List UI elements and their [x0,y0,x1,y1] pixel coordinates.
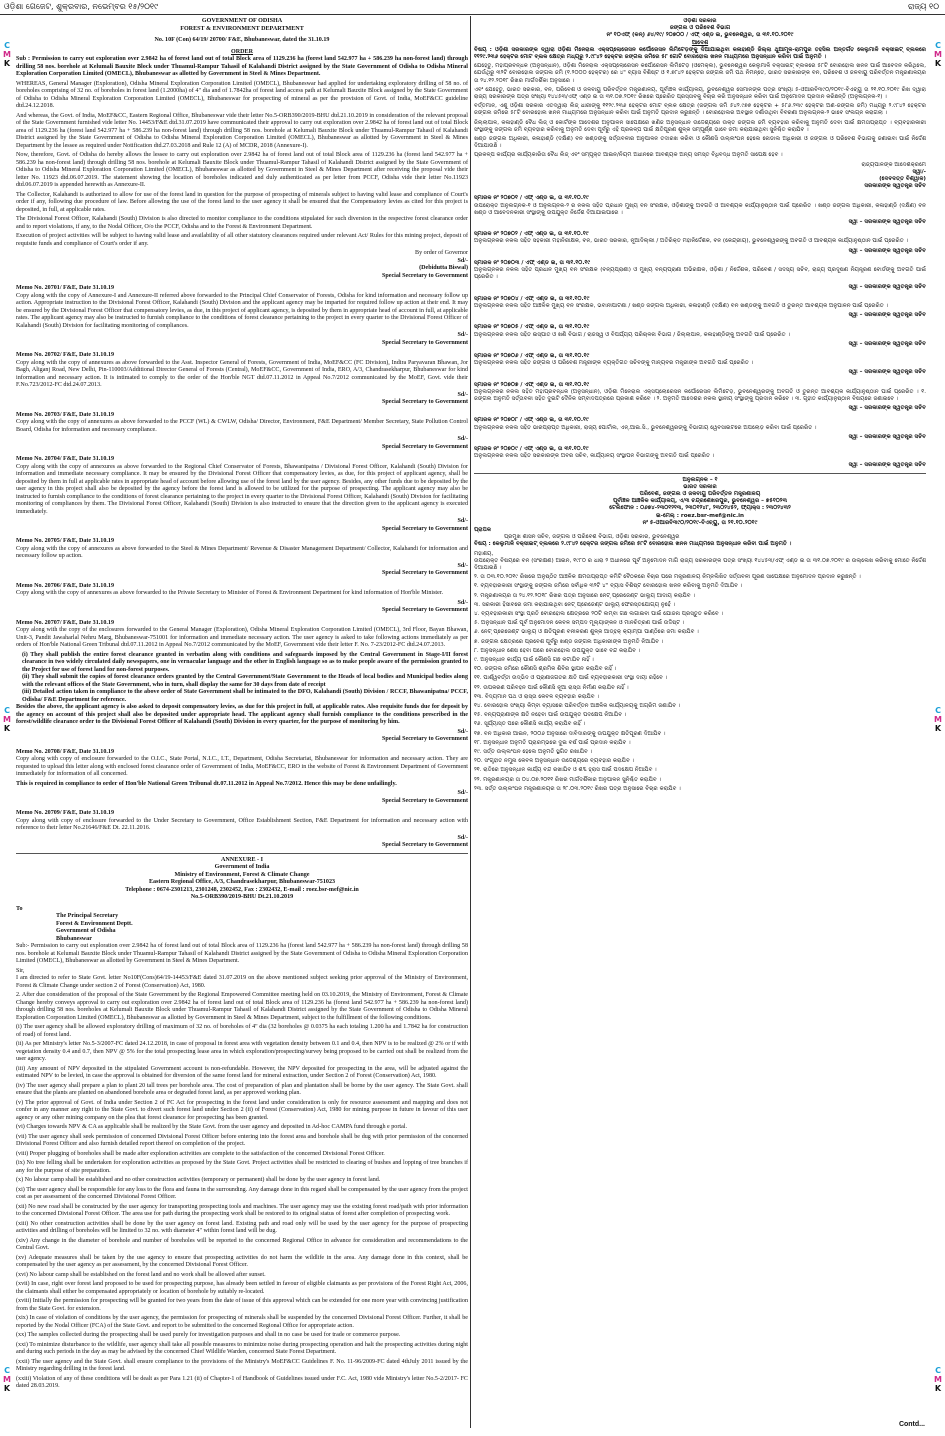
order-number: No. 10F (Con) 64/19/ 20700/ F&E, Bhubaneswar, dated the 31.10.19 [154,37,330,43]
memo-paragraph-odia: ଅନୁଲଗ୍ନକର ନକଲ ସହିତ ସହକାରୀ ମହାନିରୀକ୍ଷକ, ବନ, ଭାରତ ସରକାର, ନୂଆଦିଲ୍ଲୀ / ଅତିରିକ୍ତ ମହାନିର୍ଦ୍ଦେଶକ, ବନ (କେନ୍ଦ୍ରୀୟ), ଭୁବନେଶ୍ୱରଙ୍କୁ ଅବଗତି ଓ ଆବଶ୍ୟକ କାର୍ଯ୍ୟାନୁଷ୍ଠାନ ପାଇଁ ପ୍ରେରିତ । [474,238,909,245]
signer-designation: Special Secretary to Government [381,525,468,532]
memo-paragraph: Copy along with copy of enclosure forwarded to the O.I.C., State Portal, N.I.C., I.T., Department, Odisha Secretariat, Bhubaneswar for information and necessary action. They are requested to upload this letter along with enclosed forest clearance order of Government of India, MoEF&CC, ERO in the website of Forest & Environment Department of Government immediately for information of all concerned. [16,756,468,777]
signer-name: (Debidutta Biswal) [419,265,468,271]
english-column [16,18,468,1428]
condition-item: (iv) The user agency shall prepare a plan to plant 20 tall trees per borehole area. The cost of preparation of plan and plantation shall be borne by the user agency. The State Govt. shall ensure that the plants are planted on abandoned borehole area or degraded forest land, as per approved working plan. [16,1082,468,1096]
condition-item-odia: ୨୧. ରାତିରେ ଅନୁସନ୍ଧାନ କାର୍ଯ୍ୟ ବନ୍ଦ ରଖାଯିବ ଓ ଶବ୍ଦ ହ୍ରାସ ପାଇଁ ପଦକ୍ଷେପ ନିଆଯିବ । [474,767,657,774]
condition-item-odia: ୧୦. ଜଙ୍ଗଲ ଜମିରେ କୌଣସି ଶ୍ରମିକ ଶିବିର ସ୍ଥାପନ କରାଯିବ ନାହିଁ । [474,666,617,673]
signer-designation: Special Secretary to Government [381,842,468,848]
condition-item: (xvi) No labour camp shall be established on the forest land and no work shall be allowed after sunset. [16,1271,266,1278]
conditions-list-odia [474,583,926,793]
condition-item: (xxi) To minimize disturbance to the wildlife, user agency shall take all possible measures to minimize noise during prospecting operation and halt the prospecting activities during night and during such periods in the day as may be advised by the concerned Chief Wildlife Warden, concerned State Forest Department. [16,1341,468,1355]
condition-item-odia: ୨୨. ମନ୍ତ୍ରଣାଳୟର ତା ୦୪.୦୭.୨୦୧୧ ରିଖର ମାର୍ଗଦର୍ଶିକାର ଅନୁପାଳନ ସୁନିଶ୍ଚିତ କରାଯିବ । [474,776,661,783]
annexure-ministry-odia: ପରିବେଶ, ଜଙ୍ଗଲ ଓ ଜଳବାୟୁ ପରିବର୍ତ୍ତନ ମନ୍ତ୍ରଣାଳୟ [639,490,761,497]
gazette-page-number: ରାଜ୍ୟ ୧୦ [908,2,939,11]
annexure-subject: Sub:- Permission to carry out exploration over 2.9842 ha of forest land out of total Block area of 1129.236 ha (forest land 542.977 ha + 586.239 ha non-forest land) through drilling 58 nos. borehole at Kelumali Bauxite Block under Thuamul-Rampur Tahasil of Kalahandi District assigned by the State Government of Odisha to Odisha Mineral Exploration Corporation Limited (OMECL), Bhubaneswar as allotted by Government in Steel & Mines Department. [16,943,468,964]
annexure-ministry: Ministry of Environment, Forest & Climate Change [174,871,310,878]
condition-item: (iii) Any amount of NPV deposited in the stipulated Government account is non-refundable. However, the NPV deposited for prospecting in the area, will be adjusted against the estimated NPV to be levied, in case the approval is obtained for diversion of the same forest land for mineral extraction, under Section 2 of Forest (Conservation) Act, 1980. [16,1065,468,1079]
condition-item-odia: ୧୬. ସୂର୍ଯ୍ୟାସ୍ତ ପରେ କୌଣସି କାର୍ଯ୍ୟ କରାଯିବ ନାହିଁ । [474,721,586,728]
annexure-email-odia: ଇ-ମେଲ୍ : roez.bsr-mef@nic.in [655,512,745,519]
memo-title: Memo No. 20707/ F&E, Date 31.10.19 [16,619,114,626]
memo-signature-odia: ସ୍ୱା – ସରକାରଙ୍କ ସ୍ୱତନ୍ତ୍ର ସଚିବ [848,312,926,319]
color-registration-mark: C M K [934,1366,942,1393]
memo-paragraph-odia: ଅନୁଲଗ୍ନକର ନକଲ ସହିତ ଇସ୍ପାତ ଓ ଖଣି ବିଭାଗ / ରାଜସ୍ୱ ଓ ବିପର୍ଯ୍ୟୟ ପରିଚାଳନା ବିଭାଗ / ଜିଲ୍ଲାପାଳ, କଳାହାଣ୍ଡିଙ୍କୁ ଅବଗତି ପାଇଁ ପ୍ରେରିତ । [474,331,790,338]
annexure-telephone: Telephone : 0674-2301213, 2301248, 2302452, Fax : 2302432, E-mail : roez.bsr-mef@nic.in [125,886,359,893]
memo-paragraph-odia: ଅନୁଲଗ୍ନକର ନକଲ ସହିତ ଭାରପ୍ରାପ୍ତ ଅଧିକାରୀ, ରାଜ୍ୟ ପୋର୍ଟାଲ, ଏନ୍.ଆଇ.ସି., ଭୁବନେଶ୍ୱରଙ୍କୁ ବିଭାଗୀୟ ୱେବସାଇଟରେ ଅପଲୋଡ଼ କରିବା ପାଇଁ ପ୍ରେରିତ । [474,424,817,431]
annexure-office: Eastern Regional Office, A/3, Chandrasekharpur, Bhubaneswar-751023 [148,879,336,885]
memo-title: Memo No. 20701/ F&E, Date 31.10.19 [16,285,114,291]
order-paragraph-odia: ବର୍ତ୍ତମାନ, ଏଣୁ ଓଡ଼ିଶା ସରକାର ଏତଦ୍ୱାରା ଲିଜ୍ ଧାରୀଙ୍କୁ ୧୧୨୯.୨୩୬ ହେକ୍ଟର ମୋଟ ବ୍ଲକ କ୍ଷେତ୍ର (ଜଙ୍ଗଲ ଜମି ୫୪୨.୯୭୭ ହେକ୍ଟର + ୫୮୬.୨୩୯ ହେକ୍ଟର ଅଣ-ଜଙ୍ଗଲ ଜମି) ମଧ୍ୟରୁ ୨.୯୮୪୨ ହେକ୍ଟର ଜଙ୍ଗଲ ଜମିରେ ୫୮ଟି ବୋରହୋଲ ଖନନ ମାଧ୍ୟମରେ ଅନୁସନ୍ଧାନ କରିବା ପାଇଁ ଅନୁମତି ପ୍ରଦାନ କରୁଛନ୍ତି । ବୋରହୋଲର ଅବସ୍ଥାନ ଦର୍ଶାଉଥିବା ବିବରଣୀ ଅନୁଲଗ୍ନକ-୨ ଭାବେ ସଂଲଗ୍ନ କରାଗଲା । [474,103,926,117]
condition-item-odia: ୨. ମନ୍ତ୍ରଣାଳୟର ତା ୨୪.୧୨.୨୦୧୮ ରିଖର ପତ୍ର ଅନୁସାରେ ନେଟ୍ ପ୍ରେଜେଣ୍ଟ ଭାଲ୍ୟୁ ଆଦାୟ କରାଯିବ । [474,592,695,599]
condition-item: (xix) In case of violation of conditions by the user agency, the permission for prospecting of minerals shall be suspended by the concerned Divisional Forest Officer. Further, it shall be reported by the Nodal Officer (FCA) of the State Govt. and report to be submitted to the concerned Regional Office for appropriate action. [16,1315,468,1329]
condition-item-odia: ୧୨. ଉପକରଣ ପରିବହନ ପାଇଁ କୌଣସି ନୂଆ ରାସ୍ତା ନିର୍ମାଣ କରାଯିବ ନାହିଁ । [474,684,629,691]
memo-title: Memo No. 20702/ F&E, Date 31.10.19 [16,352,114,358]
signer-designation: Special Secretary to Government [381,570,468,576]
signer-designation: Special Secretary to Government [381,399,468,405]
order-paragraph-odia: ପ୍ରକଳ୍ପ କାର୍ଯ୍ୟର କାର୍ଯ୍ୟକାରିତା ବୈଧ ଲିଜ୍ ଏବଂ ସମ୍ପୃକ୍ତ ଆଇନ/ନିୟମ ଅଧୀନରେ ଆବଶ୍ୟକ ଅନ୍ୟ ସମସ୍ତ ବିଧିବଦ୍ଧ ଅନୁମତି ସାପେକ୍ଷ ହେବ । [474,152,783,159]
gazette-header-left: ଓଡ଼ିଶା ଗେଜେଟ, ଶୁକ୍ରବାର, ନଭେମ୍ବର ୧୫/୨୦୧୯ [4,2,159,11]
condition-item-odia: ୮. ଅନୁସନ୍ଧାନ ଶେଷ ହେବା ପରେ ବୋରହୋଲ ଉପଯୁକ୍ତ ଭାବେ ବନ୍ଦ କରାଯିବ । [474,647,641,654]
order-paragraphs-odia [474,63,926,159]
memo-title-odia: ସ୍ମାରକ ନଂ ୨୦୭୦୮ / ଏଫ୍ ଏଣ୍ଡ ଇ, ତା ୩୧.୧୦.୧୯ [474,417,589,424]
memo-title: Memo No. 20704/ F&E, Date 31.10.19 [16,456,114,462]
memo-paragraph-odia: ଅନୁଲଗ୍ନକର ନକଲ ସହିତ ଆଞ୍ଚଳିକ ମୁଖ୍ୟ ବନ ସଂରକ୍ଷକ, ଭବାନୀପାଟଣା / ଖଣ୍ଡ ଜଙ୍ଗଲ ଅଧିକାରୀ, କଳାହାଣ୍ଡି (ଦକ୍ଷିଣ) ବନ ଖଣ୍ଡଙ୍କୁ ଅବଗତି ଓ ତୁରନ୍ତ ଆବଶ୍ୟକ ଅନୁପାଳନ ପାଇଁ ପ୍ରେରିତ । [474,302,889,309]
order-paragraph: And whereas, the Govt. of India, MoEF&CC, Eastern Regional Office, Bhubaneswar vide their letter No.5-ORB390/2019-BHU dtd.21.10.2019 in consideration of the relevant proposal of the State Government furnished vide letter No. 14453/F&E dtd.31.07.2019 have communicated their approval to carry out exploration over 2.9842 ha of forest land out of total Block area of 1129.236 ha (forest land 542.977 ha + 586.239 ha non-forest land) through drilling 58 nos. borehole at Kelumali Bauxite Block under Thuamul-Rampur Tahasil of Kalahandi District assigned by the State Government of Odisha to Odisha Mineral Exploration Corporation Limited (OMECL), Bhubaneswar as allotted by Government in Steel & Mines Department by the lessee as required under Notification dtd.27.03.2018 and Rule 12 (A) of MCDR, 2018 (Annexure-I). [16,112,468,149]
column-divider [470,16,471,1428]
memo-paragraph: Copy along with the copy of annexures as above forwarded to the PCCF (WL) & CWLW, Odisha/ Director, Environment, F&E Department/ Member Secretary, State Pollution Control Board, Odisha for information and necessary compliance. [16,419,468,433]
memo-paragraph: Copy along with the copy of Annexure-I and Annexure-II referred above forwarded to the Principal Chief Conservator of Forests, Odisha for kind information and necessary follow up action. Appropriate instruction to the Divisional Forest Officer, Kalahandi (South) Division and the applicant agency may be imparted for required follow up action at their end. It may be ensured by the Divisional Forest Officer that compensatory levies, as due, in this project of applicant agency, is deposited by them in appropriate head of account in full, at applicable rates. The applicant agency may also be instructed to furnish compliance to the conditions of forest clearance pertaining to the project in every quarter to the Divisional Forest Officer of Kalahandi (South) Division for facilitating monitoring of compliances. [16,292,468,329]
memo-paragraph: Besides the above, the applicant agency is also asked to deposit compensatory levies, as due for this project in full, at applicable rates. Also requisite funds due for deposit by the agency on account of this project shall also be deposited under appropriate head. The applicant agency shall furnish compliance to the conditions prescribed in the forest/wildlife clearance order to the Divisional Forest Officer of Kalahandi (South) Division in every quarter, for the purpose of monitoring by him. [16,704,468,725]
color-registration-mark: C M K [3,41,11,68]
memo-paragraph: Copy along with the copy of the enclosures forwarded to the General Manager (Exploration), Odisha Mineral Exploration Corporation Limited (OMECL), 3rd Floor, Bayan Bhawan, Unit-3, Pandit Jawaharlal Nehru Marg, Bhubaneswar-751001 for information and immediate necessary action. The user agency is asked to take following actions immediately as per orders of Hon'ble National Green Tribunal dtd.07.11.2012 in Appeal No.7/2012 communicated by the MoEF, Government vide their letter F. No. 7-23/2012-FC dtd.24.07.2013. [16,627,468,648]
condition-item-odia: ୧୧. ପାର୍ଶ୍ୱବର୍ତ୍ତୀ ଉଦ୍ଭିଦ ଓ ପ୍ରାଣୀଜଗତର କ୍ଷତି ପାଇଁ ବ୍ୟବହାରକାରୀ ସଂସ୍ଥା ଦାୟୀ ରହିବେ । [474,675,668,682]
annexure-telephone-odia: ଟେଲିଫୋନ : ୦୬୭୪-୨୩୦୧୨୧୩, ୨୩୦୧୨୪୮, ୨୩୦୨୪୫୨, ଫ୍ୟାକ୍ସ : ୨୩୦୨୪୩୨ [609,505,791,512]
memo-title: Memo No. 20705/ F&E, Date 31.10.19 [16,538,114,544]
signature-mark: Sd/- [457,391,468,398]
memo-paragraph: Copy along with the copy of annexures as above forwarded to the Asst. Inspector General of Forests, Government of India, MoEF&CC (FC Division), Indira Paryavaran Bhawan, Jor Bagh, Aliganj Road, New Delhi, Pin-110003/Additional Director General of Forests (Central), MoEF&CC, Government of India, ERO, A/3, Chandrasekharpur, Bhubaneswar for kind information and necessary action. It is intimated to comply to the order of the Hon'ble NGT dtd.07.11.2012 in Appeal No.7/2012 communicated by the MoEF, Govt. vide their F.No.723/2012-FC dtd.24.07.2013. [16,359,468,388]
order-heading-odia: ଆଦେଶ [691,39,709,46]
order-heading: ORDER [230,48,253,55]
color-registration-mark: C M K [934,41,942,68]
by-order-line: By order of Governor [415,250,468,256]
memo-title: Memo No. 20708/ F&E, Date 31.10.19 [16,748,114,755]
memo-title-odia: ସ୍ମାରକ ନଂ ୨୦୭୦୫ / ଏଫ୍ ଏଣ୍ଡ ଇ, ତା ୩୧.୧୦.୧୯ [474,324,590,331]
annexure-paragraph-odia: ଉପରୋକ୍ତ ବିଷୟରେ ବନ (ସଂରକ୍ଷଣ) ଆଇନ, ୧୯୮୦ ର ଧାରା ୨ ଅଧୀନରେ ପୂର୍ବ ଅନୁମୋଦନ ମାଗି ରାଜ୍ୟ ସରକାରଙ୍କ ପତ୍ର ସଂଖ୍ୟା ୧୪୪୫୩/ଏଫ୍ ଏଣ୍ଡ ଇ ତା ୩୧.୦୭.୨୦୧୯ ର ଉଲ୍ଲେଖ କରିବାକୁ ମୋତେ ନିର୍ଦ୍ଦେଶ ଦିଆଯାଇଛି । [474,557,926,571]
odia-column [474,18,926,1428]
memo-action-item: (ii) They shall submit the copies of forest clearance orders granted by the Central Government/State Government to the Heads of local bodies and Municipal bodies along with the relevant offices of the State Government, who in turn, shall display the same for 30 days from date of receipt [22,674,468,688]
condition-item: (i) The user agency shall be allowed exploratory drilling of maximum of 32 no. of boreholes of 4" dia (32 boreholes @ 0.0375 ha each totaling 1.200 ha and 1.7842 ha for construction of road) of forest land. [16,1024,468,1038]
memo-signature-odia: ସ୍ୱା – ସରକାରଙ୍କ ସ୍ୱତନ୍ତ୍ର ସଚିବ [848,369,926,376]
condition-item: (xvii) In case, right over forest land proposed to be used for prospecting purpose, has already been settled in favour of eligible claimants as per provisions of the Forest Right Act, 2006, the claimants shall either be compensated appropriately or location of borehole by suitably re-located. [16,1281,468,1295]
color-registration-mark: C M K [3,706,11,733]
salutation: Sir, [16,967,25,974]
condition-item: (xxii) The user agency and the State Govt. shall ensure compliance to the provisions of the Ministry's MoEF&CC Guidelines F. No. 11-96/2009-FC dated 4thJuly 2011 issued by the Ministry regarding drilling in the forest land. [16,1358,468,1372]
addressee-line: Government of Odisha [56,928,116,934]
order-number-odia: ନଂ ୧୦ଏଫ୍ (କନ୍) ୬୪/୧୯/ ୨୦୭୦୦ / ଏଫ୍ ଏଣ୍ଡ ଇ, ଭୁବନେଶ୍ୱର, ତା ୩୧.୧୦.୨୦୧୯ [606,32,794,39]
continued-marker: Contd... [898,1421,925,1428]
memo-title: Memo No. 20703/ F&E, Date 31.10.19 [16,411,114,418]
annexure-title: ANNEXURE - I [221,856,263,863]
department-title: FOREST & ENVIRONMENT DEPARTMENT [180,25,304,32]
order-paragraph-odia: ଜିଲ୍ଲାପାଳ, କଳାହାଣ୍ଡି ବୈଧ ଲିଜ୍ ଓ କୋର୍ଟଙ୍କ ଆଦେଶର ଅନୁପାଳନ ସାପେକ୍ଷରେ ଖଣିଜ ଅନୁସନ୍ଧାନ ଉଦ୍ଦେଶ୍ୟରେ ଉକ୍ତ ଜଙ୍ଗଲ ଜମି ବ୍ୟବହାର କରିବାକୁ ଅନୁମତି ଦେବା ପାଇଁ କ୍ଷମତାପ୍ରାପ୍ତ । ବ୍ୟବହାରକାରୀ ସଂସ୍ଥାଙ୍କୁ ଜଙ୍ଗଲ ଜମି ବ୍ୟବହାର କରିବାକୁ ଅନୁମତି ଦେବା ପୂର୍ବରୁ ଏହି ପ୍ରକଳ୍ପ ପାଇଁ କ୍ଷତିପୂରଣ ଶୁଳ୍କ ସମ୍ପୂର୍ଣ୍ଣ ଭାବେ ଜମା କରାଯାଇଥିବା ସୁନିଶ୍ଚିତ କରାଯିବ । [474,119,926,133]
annexure-paragraph: 2. After due consideration of the proposal of the State Government by the Regional Empowered Committee meeting held on 03.10.2019, the Ministry of Environment, Forest & Climate Change hereby conveys approval to carry out exploration over 2.9842 ha of forest land out of total Block area of 1129.236 ha (forest land 542.977 ha + 586.239 ha non-forest land) through drilling 58 nos. boreholes at Kelumali Bauxite Block under Thuamul-Rampur Tahasil of Kalahandi District assigned by the State Government of Odisha to Odisha Mineral Exploration Corporation Limited (OMECL), Bhubaneswar as allotted by Government in Steel & Mines Department, subject to the fulfillment of the following conditions. [16,992,468,1021]
memo-signature-odia: ସ୍ୱା – ସରକାରଙ୍କ ସ୍ୱତନ୍ତ୍ର ସଚିବ [848,433,926,440]
order-paragraph: Now, therefore, Govt. of Odisha do hereby allows the lessee to carry out exploration over 2.9842 ha of forest land out of total Block area of 1129.236 ha (forest land 542.977 ha + 586.239 ha non-forest land) through drilling 58 nos. borehole at Kelumali Bauxite Block under Thuamul-Rampur Tahasil of Kalahandi District assigned by the State Government of Odisha to Odisha Mineral Exploration Corporation Limited (OMECL), Bhubaneswar as allotted by Government in Steel & Mines Department after receiving the proposal vide their letter No. 11923 dtd.06.07.2019. The statement showing the location of boreholes indicated and duly authenticated as per letter from PCCF, Odisha vide their letter No.11923 dtd.06.07.2019 is appended herewith as Annexure-II. [16,152,468,188]
signer-designation: Special Secretary to Government [381,272,468,279]
memo-list [16,285,468,650]
condition-item: (xiv) Any change in the diameter of borehole and number of boreholes will be reported to the concerned Regional Office in advance for consideration and recommendations to the Central Govt. [16,1237,468,1251]
memo-title-odia: ସ୍ମାରକ ନଂ ୨୦୭୦୯ / ଏଫ୍ ଏଣ୍ଡ ଇ, ତା ୩୧.୧୦.୧୯ [474,445,589,452]
signature-mark: Sd/- [457,728,468,735]
annexure-goi: Government of India [214,864,270,870]
addressee-line: The Principal Secretary [56,913,119,919]
memo-action-item: (i) They shall publish the entire forest clearance granted in verbatim along with conditions and safeguards imposed by the Central Government in Stage-I/II forest clearance in two widely circulated daily newspapers, one in vernacular language and the other in English language so as to make people aware of the permission granted to the Project for use of forest land for non-forest purposes. [22,651,468,673]
annexure-title-odia: ଅନୁଲଗ୍ନକ – ୧ [682,476,718,483]
memo-paragraph-odia: ଅନୁଲଗ୍ନକର ନକଲ ସହିତ ସରକାରଙ୍କ ଅବର ସଚିବ, କାର୍ଯ୍ୟାଳୟ ସଂସ୍ଥାପନ ବିଭାଗଙ୍କୁ ଅବଗତି ପାଇଁ ପ୍ରେରିତ । [474,453,715,460]
order-paragraph: Execution of project activities will be subject to having valid lease and availability of all other statutory clearances required under relevant Act/ Rules for this mining project, deposit of requisite funds and compliance of Court's order if any. [16,233,468,247]
annexure-number-odia: ନଂ ୫-ଓଆରବି୩୯୦/୨୦୧୯-ବିଏଚ୍‌ୟୁ, ତା ୨୧.୧୦.୨୦୧୯ [642,519,758,526]
condition-item-odia: ୫. ଅନୁସନ୍ଧାନ ପାଇଁ ପୂର୍ବ ଅନୁମୋଦନ କେବଳ ସମ୍ପଦ ମୂଲ୍ୟାଙ୍କନ ଓ ମାନଚିତ୍ରଣ ପାଇଁ ଉଦ୍ଦିଷ୍ଟ । [474,620,685,627]
memo-paragraph-odia: ଅନୁଲଗ୍ନକର ନକଲ ସହିତ ଜଙ୍ଗଲ ଓ ପରିବେଶ ମନ୍ତ୍ରୀଙ୍କ ବ୍ୟକ୍ତିଗତ ସଚିବଙ୍କୁ ମାନ୍ୟବର ମନ୍ତ୍ରୀଙ୍କ ଅବଗତି ପାଇଁ ପ୍ରେରିତ । [474,360,754,367]
annexure-number: No.5-ORB390/2019-BHU Dt.21.10.2019 [190,894,294,900]
memo-paragraph-odia: ଅନୁଲଗ୍ନକର ନକଲ ସହିତ ପ୍ରଧାନ ମୁଖ୍ୟ ବନ ସଂରକ୍ଷକ (ବନ୍ୟପ୍ରାଣୀ) ଓ ମୁଖ୍ୟ ବନ୍ୟପ୍ରାଣୀ ଅଭିରକ୍ଷକ, ଓଡ଼ିଶା / ନିର୍ଦ୍ଦେଶକ, ପରିବେଶ / ସଦସ୍ୟ ସଚିବ, ରାଜ୍ୟ ପ୍ରଦୂଷଣ ନିୟନ୍ତ୍ରଣ ବୋର୍ଡଙ୍କୁ ଅବଗତି ପାଇଁ ପ୍ରେରିତ । [474,267,926,281]
signer-designation-odia: ସରକାରଙ୍କ ସ୍ୱତନ୍ତ୍ର ସଚିବ [864,183,926,190]
memo-title: Memo No. 20709/ F&E, Date 31.10.19 [16,810,114,816]
condition-item: (xxiii) Violation of any of these conditions will be dealt as per Para 1.21 (ii) of Chapter-1 of Handbook of Guidelines issued under F.C. Act, 1980 vide Ministry's letter No.5-2/2017- FC dated 28.03.2019. [16,1375,468,1389]
order-paragraph-odia: ଏବଂ ଯେହେତୁ, ଭାରତ ସରକାର, ବନ, ପରିବେଶ ଓ ଜଳବାୟୁ ପରିବର୍ତ୍ତନ ମନ୍ତ୍ରଣାଳୟ, ପୂର୍ବାଞ୍ଚଳ କାର୍ଯ୍ୟାଳୟ, ଭୁବନେଶ୍ୱର ସେମାନଙ୍କ ପତ୍ର ସଂଖ୍ୟା ୫-ଓଆରବି୩୯୦/୨୦୧୯-ବିଏଚ୍‌ୟୁ ତା ୨୧.୧୦.୨୦୧୯ ରିଖ ଦ୍ୱାରା ରାଜ୍ୟ ସରକାରଙ୍କ ପତ୍ର ସଂଖ୍ୟା ୧୪୪୫୩/ଏଫ୍ ଏଣ୍ଡ ଇ ତା ୩୧.୦୭.୨୦୧୯ ରିଖରେ ପ୍ରେରିତ ପ୍ରସ୍ତାବକୁ ବିଚାର କରି ଅନୁସନ୍ଧାନ କରିବା ପାଇଁ ଅନୁମୋଦନ ପ୍ରଦାନ କରିଛନ୍ତି (ଅନୁଲଗ୍ନକ-୧) । [474,86,926,101]
order-paragraph-odia: ଯେହେତୁ, ମହାପ୍ରବନ୍ଧକ (ଅନୁସନ୍ଧାନ), ଓଡ଼ିଶା ମିନେରାଲ ଏକ୍ସପ୍ଲୋରେସନ କର୍ପୋରେସନ ଲିମିଟେଡ଼ (ଓମେକ୍‌ଲ), ଭୁବନେଶ୍ୱର କେଲୁମାଳି ବକ୍ସାଇଟ୍ ବ୍ଲକରେ ୫୮ଟି ବୋରହୋଲ ଖନନ ପାଇଁ ଆବେଦନ କରିଥିଲେ, ଯେଉଁଥିରୁ ୩୨ଟି ବୋରହୋଲ ଜଙ୍ଗଲ ଜମି (୧.୨୦୦୦ ହେକ୍ଟର) ରେ ୪" ବ୍ୟାସ ବିଶିଷ୍ଟ ଓ ୧.୭୮୪୨ ହେକ୍ଟର ଜଙ୍ଗଲ ଜମି ପଥ ନିମନ୍ତେ, ଭାରତ ସରକାରଙ୍କ ବନ, ପରିବେଶ ଓ ଜଳବାୟୁ ପରିବର୍ତ୍ତନ ମନ୍ତ୍ରଣାଳୟର ତା ୨୪.୧୨.୨୦୧୮ ରିଖର ମାର୍ଗଦର୍ଶିକା ଅନୁସାରେ । [474,63,926,84]
addressee-to: To [16,905,23,912]
signer-designation: Special Secretary to Government [381,443,468,450]
condition-item-odia: ୨୦. ସଂଗୃହୀତ ନମୁନା କେବଳ ଅନୁସନ୍ଧାନ ଉଦ୍ଦେଶ୍ୟରେ ବ୍ୟବହାର କରାଯିବ । [474,758,635,765]
memo-list-odia [474,195,926,469]
department-title-odia: ଜଙ୍ଗଲ ଓ ପରିବେଶ ବିଭାଗ [669,25,731,32]
condition-item-odia: ୧୮. ଅନୁସନ୍ଧାନ ଅନୁମତି ପ୍ରାରମ୍ଭରେ ଦୁଇ ବର୍ଷ ପାଇଁ ପ୍ରଦାନ କରାଯିବ । [474,739,631,746]
condition-item-odia: ୬. ନେଟ୍ ପ୍ରେଜେଣ୍ଟ ଭାଲ୍ୟୁ ଓ କ୍ଷତିପୂରଣ ବନୀକରଣ ଶୁଳ୍କ ଆଡ୍‌ହକ୍ କ୍ୟାମ୍ପା ପାଣ୍ଠିରେ ଜମା କରାଯିବ । [474,629,699,636]
memo-signature-odia: ସ୍ୱା – ସରକାରଙ୍କ ସ୍ୱତନ୍ତ୍ର ସଚିବ [848,283,926,290]
condition-item: (v) The prior approval of Govt. of India under Section 2 of FC Act for prospecting in the forest land under consideration is only for resource assessment and mapping and does not confer in any manner any right to the State Govt. to divert such forest land under Section 2 (ii) of Forest (Conservation) Act, 1980 for mining purpose in future in favour of this user agency or any other mining company on the plea that forest clearance for prospecting has been granted. [16,1099,468,1121]
signer-designation: Special Secretary to Government [381,607,468,613]
color-registration-mark: C M K [3,1366,11,1393]
memo-action-list [16,652,468,705]
signature-mark: Sd/- [457,332,468,338]
condition-item: (xx) The samples collected during the prospecting shall be used purely for investigation purposes and shall in no case be used for trade or commerce purpose. [16,1332,401,1338]
right-margin [931,16,945,1428]
memo-title-odia: ସ୍ମାରକ ନଂ ୨୦୭୦୩ / ଏଫ୍ ଏଣ୍ଡ ଇ, ତା ୩୧.୧୦.୧୯ [474,259,591,266]
order-paragraph: WHEREAS, General Manager (Exploration), Odisha Mineral Exploration Corporation Limited (OMECL), Bhubaneswar had applied for undertaking exploratory drilling of 58 no. of boreholes comprising of 32 no. of boreholes in forest land (1.2000ha) of 4" dia and of 1.7842ha of forest land access path at Kelumali Bauxite Block assigned by the State Government of Odisha to Odisha Mineral Exploration Corporation Limited (OMECL), Bhubaneswar for prospecting of mineral as per the provision of Govt. of India, MoEF&CC guideline dtd.24.12.2018. [16,80,468,109]
condition-item: (xi) The user agency shall be responsible for any loss to the flora and fauna in the surrounding. Any damage done in this regard shall be compensated by the user agency from the project cost as per assessment of the concerned Divisional Forest Officer. [16,1186,468,1200]
condition-item-odia: ୧୩. ବିଦ୍ୟମାନ ପଥ ଓ ରାସ୍ତା କେବଳ ବ୍ୟବହାର କରାଯିବ । [474,693,599,700]
memo-signature-odia: ସ୍ୱା – ସରକାରଙ୍କ ସ୍ୱତନ୍ତ୍ର ସଚିବ [848,219,926,226]
memo-title-odia: ସ୍ମାରକ ନଂ ୨୦୭୦୨ / ଏଫ୍ ଏଣ୍ଡ ଇ, ତା ୩୧.୧୦.୧୯ [474,231,589,238]
signer-designation: Special Secretary to Government [381,736,468,742]
memo-paragraph: Copy along with the copy of annexures as above forwarded to the Steel & Mines Department/ Revenue & Disaster Management Department/ Collector, Kalahandi for information and necessary follow up action. [16,545,468,559]
memo-action-item: (iii) Detailed action taken in compliance to the above order of State Government shall be intimated to the DFO, Kalahandi (South) Division / RCCF, Bhawanipatna/ PCCF, Odisha/ F&E Department for reference. [22,689,468,703]
condition-item-odia: ୧୫. ବନ୍ୟପ୍ରାଣୀଙ୍କ କ୍ଷତି ନହେବା ପାଇଁ ଉପଯୁକ୍ତ ପଦକ୍ଷେପ ନିଆଯିବ । [474,712,627,719]
condition-item: (x) No labour camp shall be established and no other construction activities (temporary or permanent) shall be done by the user agency in forest land. [16,1177,381,1183]
signature-mark: Sd/- [457,599,468,606]
memo-paragraph-odia: ଅନୁଲଗ୍ନକର ନକଲ ସହିତ ମହାପ୍ରବନ୍ଧକ (ଅନୁସନ୍ଧାନ), ଓଡ଼ିଶା ମିନେରାଲ ଏକ୍ସପ୍ଲୋରେସନ କର୍ପୋରେସନ ଲିମିଟେଡ଼, ଭୁବନେଶ୍ୱରଙ୍କୁ ଅବଗତି ଓ ତୁରନ୍ତ ଆବଶ୍ୟକ କାର୍ଯ୍ୟାନୁଷ୍ଠାନ ପାଇଁ ପ୍ରେରିତ । ୧. ଜଙ୍ଗଲ ଅନୁମତି ସର୍ତ୍ତାବଳୀ ସହିତ ଦୁଇଟି ଦୈନିକ ସମ୍ବାଦପତ୍ରରେ ପ୍ରକାଶ କରିବେ । ୨. ଅନୁମତି ଆଦେଶର ନକଲ ସ୍ଥାନୀୟ ସଂସ୍ଥାଙ୍କୁ ପ୍ରଦାନ କରିବେ । ୩. ଗୃହୀତ କାର୍ଯ୍ୟାନୁଷ୍ଠାନ ବିଷୟରେ ଜଣାଇବେ । [474,388,926,402]
memo-signature-odia: ସ୍ୱା – ସରକାରଙ୍କ ସ୍ୱତନ୍ତ୍ର ସଚିବ [848,247,926,254]
signature-mark: Sd/- [457,834,468,841]
memo-paragraph: Copy along with copy of enclosure forwarded to the Under Secretary to Government, Office Establishment Section, F&E Department for information and necessary action with reference to their letter No.21646/F&E Dt. 22.11.2016. [16,817,468,831]
page-header [0,0,945,15]
by-order-line-odia: ରାଜ୍ୟପାଳଙ୍କ ଆଦେଶକ୍ରମେ [861,161,926,168]
addressee-line: Bhubaneswar [56,935,92,942]
memo-paragraph: Copy along with the copy of annexures as above forwarded to the Regional Chief Conservator of Forests, Bhawanipatna / Divisional Forest Officer, Kalahandi (South) Division for information and immediate necessary compliance. It may be ensured by the Divisional Forest Officer that compensatory levies, as due, for this project of applicant agency, shall be deposited by them in full at applicable rates in appropriate head of account before allowing use of the forest land by the user agency. Besides, any other funds due to be deposited by the user agency in this project shall also be deposited by the agency before the forest land is allowed to be utilized for the purpose of prospecting. The applicant agency may also be instructed to furnish compliance to the conditions of forest clearance pertaining to the project in every quarter to the Divisional Forest Officer, Kalahandi (South) Division for facilitating monitoring of compliances by them. The Divisional Forest Officer, Kalahandi (South) Division is also instructed to ensure that the direction given to the applicant agency is executed immediately. [16,463,468,515]
condition-item: (xviii) Initially the permission for prospecting will be granted for two years from the date of issue of this approval which can be extended for one more year with convincing justification from the State Govt. for extension. [16,1298,468,1312]
signature-mark: Sd/- [457,257,468,264]
signature-mark-odia: ସ୍ୱା/- [912,168,926,175]
signer-designation: Special Secretary to Government [381,339,468,346]
government-title-odia: ଓଡ଼ିଶା ସରକାର [683,18,717,24]
order-subject-odia: ବିଷୟ : ଓଡ଼ିଶା ସରକାରଙ୍କ ଦ୍ୱାରା ଓଡ଼ିଶା ମିନେରାଲ ଏକ୍ସପ୍ଲୋରେସନ କର୍ପୋରେସନ ଲିମିଟେଡ଼ଙ୍କୁ ଦିଆଯାଇଥିବା କଳାହାଣ୍ଡି ଜିଲ୍ଲା ଥୁଆମୂଳ-ରାମପୁର ତହସିଲ ଅନ୍ତର୍ଗତ କେଲୁମାଳି ବକ୍ସାଇଟ୍ ବ୍ଲକରେ ୧୧୨୯.୨୩୬ ହେକ୍ଟର ମୋଟ ବ୍ଲକ କ୍ଷେତ୍ର ମଧ୍ୟରୁ ୨.୯୮୪୨ ହେକ୍ଟର ଜଙ୍ଗଲ ଜମିରେ ୫୮ ଗୋଟି ବୋରହୋଲ ଖନନ ମାଧ୍ୟମରେ ଅନୁସନ୍ଧାନ କରିବା ପାଇଁ ଅନୁମତି । [474,46,926,61]
signature-mark: Sd/- [457,790,468,796]
annexure-paragraph-odia: ୨. ତା ୦୩.୧୦.୨୦୧୯ ରିଖରେ ଅନୁଷ୍ଠିତ ଆଞ୍ଚଳିକ କ୍ଷମତାପ୍ରାପ୍ତ କମିଟି ବୈଠକରେ ବିଚାର ପରେ ମନ୍ତ୍ରଣାଳୟ ନିମ୍ନଲିଖିତ ସର୍ତ୍ତାବଳୀ ପୂରଣ ସାପେକ୍ଷରେ ଅନୁମୋଦନ ପ୍ରଦାନ କରୁଛନ୍ତି । [474,574,861,581]
condition-item: (vii) The user agency shall seek permission of concerned Divisional Forest Officer before entering into the forest area and borehole shall be dug with prior permission of the concerned Divisional Forest Officer and also furnish detailed report thereof on completion of the project. [16,1133,468,1147]
memo-paragraph: Copy along with the copy of annexures as above forwarded to the Private Secretary to Minister of Forest & Environment Department for kind information of Hon'ble Minister. [16,590,444,596]
memo-signature-odia: ସ୍ୱା – ସରକାରଙ୍କ ସ୍ୱତନ୍ତ୍ର ସଚିବ [848,340,926,347]
signature-mark: Sd/- [457,562,468,569]
annexure-paragraph: I am directed to refer to State Govt. letter No10F(Cons)64/19-14453/F&E dated 31.07.2019 on the above mentioned subject seeking prior approval of the Ministry of Environment, Forest & Climate Change under section 2 of Forest (Conservation) Act, 1980. [16,975,468,989]
government-title: GOVERNMENT OF ODISHA [201,18,283,24]
condition-item: (xv) Adequate measures shall be taken by the use agency to ensure that prospecting activities do not harm the wildlife in the area. Any damage done in this context, shall be compensated by the user agency as per assessment, by the concerned Divisional Forest Officer. [16,1254,468,1268]
condition-item: (xii) No new road shall be constructed by the user agency for transporting prospecting tools and machines. The user agency may use the existing forest road/path with prior information to the concerned Divisional Forest Officer. The area use for path during the prospecting work shall be restored to its original status of forest after completion of prospecting work. [16,1203,468,1217]
memo-title-odia: ସ୍ମାରକ ନଂ ୨୦୭୦୬ / ଏଫ୍ ଏଣ୍ଡ ଇ, ତା ୩୧.୧୦.୧୯ [474,352,590,359]
order-paragraph: The Divisional Forest Officer, Kalahandi (South) Division is also directed to monitor compliance to the conditions stipulated for such diversion in the respective forest clearance order and to report violations, if any, to the Nodal Officer, O/o the PCCF, Odisha and to the Forest & Environment Department. [16,216,468,230]
conditions-list [16,1024,468,1391]
addressee-odia: ପ୍ରମୁଖ ଶାସନ ସଚିବ, ଜଙ୍ଗଲ ଓ ପରିବେଶ ବିଭାଗ, ଓଡ଼ିଶା ସରକାର, ଭୁବନେଶ୍ୱର [504,534,680,541]
memo-title-odia: ସ୍ମାରକ ନଂ ୨୦୭୦୧ / ଏଫ୍ ଏଣ୍ଡ ଇ, ତା ୩୧.୧୦.୧୯ [474,195,589,202]
memo-signature-odia: ସ୍ୱା – ସରକାରଙ୍କ ସ୍ୱତନ୍ତ୍ର ସଚିବ [848,405,926,412]
order-subject: Sub : Permission to carry out exploration over 2.9842 ha of forest land out of total Block area of 1129.236 ha (forest land 542.977 ha + 586.239 ha non-forest land) through drilling 58 nos. borehole at Kelumali Bauxite Block under Thuamul-Rampur Tahasil of Kalahandi District assigned by the State Government of Odisha to Odisha Mineral Exploration Corporation Limited (OMECL), Bhubaneswar as allotted by Government in Steel & Mines Department. [16,56,468,77]
memo-paragraph-odia: ଉପରୋକ୍ତ ଅନୁଲଗ୍ନକ-୧ ଓ ଅନୁଲଗ୍ନକ-୨ ର ନକଲ ସହିତ ପ୍ରଧାନ ମୁଖ୍ୟ ବନ ସଂରକ୍ଷକ, ଓଡ଼ିଶାଙ୍କୁ ଅବଗତି ଓ ଆବଶ୍ୟକ କାର୍ଯ୍ୟାନୁଷ୍ଠାନ ପାଇଁ ପ୍ରେରିତ । ଖଣ୍ଡ ଜଙ୍ଗଲ ଅଧିକାରୀ, କଳାହାଣ୍ଡି (ଦକ୍ଷିଣ) ବନ ଖଣ୍ଡ ଓ ଆବେଦନକାରୀ ସଂସ୍ଥାଙ୍କୁ ଉପଯୁକ୍ତ ନିର୍ଦ୍ଦେଶ ଦିଆଯାଇପାରେ । [474,202,926,216]
memo-signature-odia: ସ୍ୱା – ସରକାରଙ୍କ ସ୍ୱତନ୍ତ୍ର ସଚିବ [848,462,926,469]
condition-item-odia: ୭. ଜଙ୍ଗଲ କ୍ଷେତ୍ରରେ ପ୍ରବେଶ ପୂର୍ବରୁ ଖଣ୍ଡ ଜଙ୍ଗଲ ଅଧିକାରୀଙ୍କ ଅନୁମତି ନିଆଯିବ । [474,638,664,645]
order-paragraph: The Collector, Kalahandi is authorized to allow for use of the forest land in question for the purpose of prospecting of minerals subject to having valid lease and compliance of Court's order if any, following due procedure of law. Before allowing the use of the forest land to the user agency it shall be ensured that the Compensatory levies as cited for this project is deposited, in full, at applicable rates. [16,191,468,213]
left-margin [0,16,14,1428]
condition-item: (viii) Proper plugging of boreholes shall be made after exploration activities are complete to the satisfaction of the concerned Divisional Forest Officer. [16,1150,385,1157]
condition-item: (vi) Charges towards NPV & CA as applicable shall be realized by the State Govt. from the user agency and deposited in Ad-hoc CAMPA fund through e portal. [16,1124,407,1130]
signer-name-odia: (ଦେବଦତ୍ତ ବିଶ୍ୱାଳ) [879,176,926,183]
condition-item-odia: ୧୪. ବୋରହୋଲ ସଂଖ୍ୟା କିମ୍ବା ବ୍ୟାସରେ ପରିବର୍ତ୍ତନ ଆଞ୍ଚଳିକ କାର୍ଯ୍ୟାଳୟକୁ ଅଗ୍ରିମ ଜଣାଯିବ । [474,703,681,710]
order-paragraph-odia: ଖଣ୍ଡ ଜଙ୍ଗଲ ଅଧିକାରୀ, କଳାହାଣ୍ଡି (ଦକ୍ଷିଣ) ବନ ଖଣ୍ଡଙ୍କୁ ସର୍ତ୍ତାବଳୀର ଅନୁପାଳନ ତଦାରଖ କରିବା ଓ କୌଣସି ଉଲ୍ଲଂଘନ ହେଲେ ନୋଡାଲ ଅଧିକାରୀ ଓ ଜଙ୍ଗଲ ଓ ପରିବେଶ ବିଭାଗକୁ ଜଣାଇବା ପାଇଁ ନିର୍ଦ୍ଦେଶ ଦିଆଯାଉଛି । [474,136,926,150]
color-registration-mark: C M K [934,706,942,733]
memo-title: Memo No. 20706/ F&E, Date 31.10.19 [16,582,114,589]
memo-emphasis: This is required in compliance to order of Hon'ble National Green Tribunal dt.07.11.2012 in Appeal No.7/2012. Hence this may be done unfailingly. [16,780,397,787]
memo-title-odia: ସ୍ମାରକ ନଂ ୨୦୭୦୪ / ଏଫ୍ ଏଣ୍ଡ ଇ, ତା ୩୧.୧୦.୧୯ [474,295,590,302]
salutation-odia: ମହାଶୟ, [474,550,494,557]
condition-item-odia: ୪. ବ୍ୟବହାରକାରୀ ସଂସ୍ଥା ପ୍ରତି ବୋରହୋଲ କ୍ଷେତ୍ରରେ ୨୦ଟି ଲମ୍ବା ଗଛ ଲଗାଇବା ପାଇଁ ଯୋଜନା ପ୍ରସ୍ତୁତ କରିବେ । [474,611,723,618]
condition-item: (ii) As per Ministry's letter No.5-3/2007-FC dated 24.12.2018, in case of proposal in forest area with vegetation density between 0.1 and 0.4, then NPV is to be realized @ 2% or if with vegetation density 0.4 and 0.7, then NPV @ 5% for the total prospecting lease area in which exploration/prospecting/survey being proposed to be carried out shall be realized from the user agency. [16,1041,468,1062]
condition-item-odia: ୨୩. ସର୍ତ୍ତ ଉଲ୍ଲଂଘନ ମନ୍ତ୍ରଣାଳୟର ତା ୨୮.୦୩.୨୦୧୯ ରିଖର ପତ୍ର ଅନୁସାରେ ବିଚାର କରାଯିବ । [474,785,681,792]
addressee-line: Forest & Environment Deptt. [56,920,133,927]
annexure-subject-odia: ବିଷୟ : କେଲୁମାଳି ବକ୍ସାଇଟ୍ ବ୍ଲକରେ ୨.୯୮୪୨ ହେକ୍ଟର ଜଙ୍ଗଲ ଜମିରେ ୫୮ଟି ବୋରହୋଲ ଖନନ ମାଧ୍ୟମରେ ଅନୁସନ୍ଧାନ କରିବା ପାଇଁ ଅନୁମତି । [474,541,792,548]
annexure-office-odia: ପୂର୍ବାଞ୍ଚଳ ଆଞ୍ଚଳିକ କାର୍ଯ୍ୟାଳୟ, ଏ/୩ ଚନ୍ଦ୍ରଶେଖରପୁର, ଭୁବନେଶ୍ୱର – ୭୫୧୦୨୩ [613,498,787,505]
condition-item: (ix) No tree felling shall be undertaken for exploration activities as proposed by the State Govt. Project activities shall be restricted to clearing of bushes and lopping of tree branches if any for the purpose of site preparation. [16,1160,468,1174]
addressee-to-odia: ପ୍ରାପକ [474,526,491,533]
memo-title-odia: ସ୍ମାରକ ନଂ ୨୦୭୦୭ / ଏଫ୍ ଏଣ୍ଡ ଇ, ତା ୩୧.୧୦.୧୯ [474,381,590,388]
annexure-goi-odia: ଭାରତ ସରକାର [683,483,717,490]
condition-item-odia: ୩. ସରକାରୀ ହିସାବରେ ଜମା କରାଯାଇଥିବା ନେଟ୍ ପ୍ରେଜେଣ୍ଟ ଭାଲ୍ୟୁ ଫେରସ୍ତଯୋଗ୍ୟ ନୁହେଁ । [474,601,676,608]
signature-mark: Sd/- [457,436,468,442]
signature-mark: Sd/- [457,518,468,524]
signer-designation: Special Secretary to Government [381,797,468,804]
condition-item-odia: ୯. ଅନୁସନ୍ଧାନ କାର୍ଯ୍ୟ ପାଇଁ କୌଣସି ଗଛ କଟାଯିବ ନାହିଁ । [474,657,594,664]
condition-item-odia: ୧୭. ବନ ଅଧିକାର ଆଇନ, ୨୦୦୬ ଅନୁସାରେ ଦାବିଦାରଙ୍କୁ ଉପଯୁକ୍ତ କ୍ଷତିପୂରଣ ଦିଆଯିବ । [474,730,666,737]
condition-item: (xiii) No other construction activities shall be done by the user agency on forest land. Existing path and road only will be used by the user agency for the purpose of prospecting activities and drilling of boreholes will be limited to 32 no. with diameter 4" within forest land will be dug. [16,1220,468,1234]
condition-item-odia: ୧୯. ସର୍ତ୍ତ ଉଲ୍ଲଂଘନ ହେଲେ ଅନୁମତି ସ୍ଥଗିତ ରଖାଯିବ । [474,749,593,756]
condition-item-odia: ୧. ବ୍ୟବହାରକାରୀ ସଂସ୍ଥାଙ୍କୁ ଜଙ୍ଗଲ ଜମିରେ ସର୍ବାଧିକ ୩୨ଟି ୪" ବ୍ୟାସ ବିଶିଷ୍ଟ ବୋରହୋଲ ଖନନ କରିବାକୁ ଅନୁମତି ଦିଆଯିବ । [474,583,743,590]
